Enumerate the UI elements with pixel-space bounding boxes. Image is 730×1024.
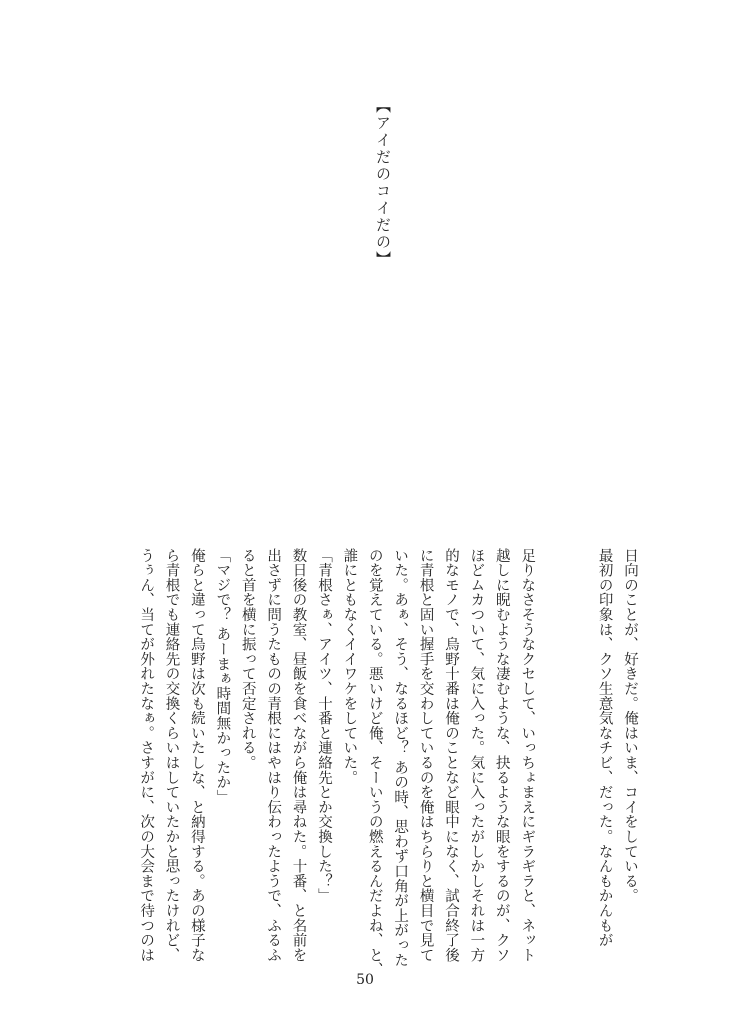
text-line: 最初の印象は、クソ生意気なチビ、だった。なんもかんもが <box>596 548 613 948</box>
text-line: 誰にともなくイイワケをしていた。 <box>341 548 358 785</box>
text-line: 数日後の教室、昼飯を食べながら俺は尋ねた。十番、と名前を <box>290 548 307 963</box>
text-line: 「マジで？ あーまぁ時間無かったか」 <box>214 548 231 805</box>
text-line: 的なモノで、烏野十番は俺のことなど眼中になく、試合終了後 <box>442 548 459 963</box>
text-line: 「青根さぁ、アイツ、十番と連絡先とか交換した？」 <box>315 548 332 904</box>
text-line: 日向のことが、好きだ。俺はいま、コイをしている。 <box>622 548 638 904</box>
page-number: 50 <box>356 972 374 988</box>
text-line: ら青根でも連絡先の交換くらいはしていたかと思ったけれど、 <box>163 548 180 963</box>
text-line: ほどムカついて、気に入った。気に入ったがしかしそれは一方 <box>468 548 485 963</box>
text-line: 足りなさそうなクセして、いっちょまえにギラギラと、ネット <box>519 548 536 963</box>
text-line: 出さずに問うたものの青根にはやはり伝わったようで、ふるふ <box>265 548 282 963</box>
text-line: のを覚えている。悪いけど俺、そーいうの燃えるんだよね、と、 <box>366 548 383 978</box>
text-line: いた。あぁ、そう、なるほど？ あの時、思わず口角が上がった <box>392 548 409 968</box>
text-line: 越しに睨むような凄むような、抉るような眼をするのが、クソ <box>493 548 510 963</box>
text-line: ると首を横に振って否定される。 <box>239 548 256 770</box>
text-line: うぅん、当てが外れたなぁ。さすがに、次の大会まで待つのは <box>138 548 155 963</box>
text-line: 俺らと違って烏野は次も続いたしな、と納得する。あの様子な <box>188 548 205 963</box>
text-line: に青根と固い握手を交わしているのを俺はちらりと横目で見て <box>417 548 434 963</box>
body-text <box>133 548 642 978</box>
chapter-title: 【アイだのコイだの】 <box>374 98 392 268</box>
